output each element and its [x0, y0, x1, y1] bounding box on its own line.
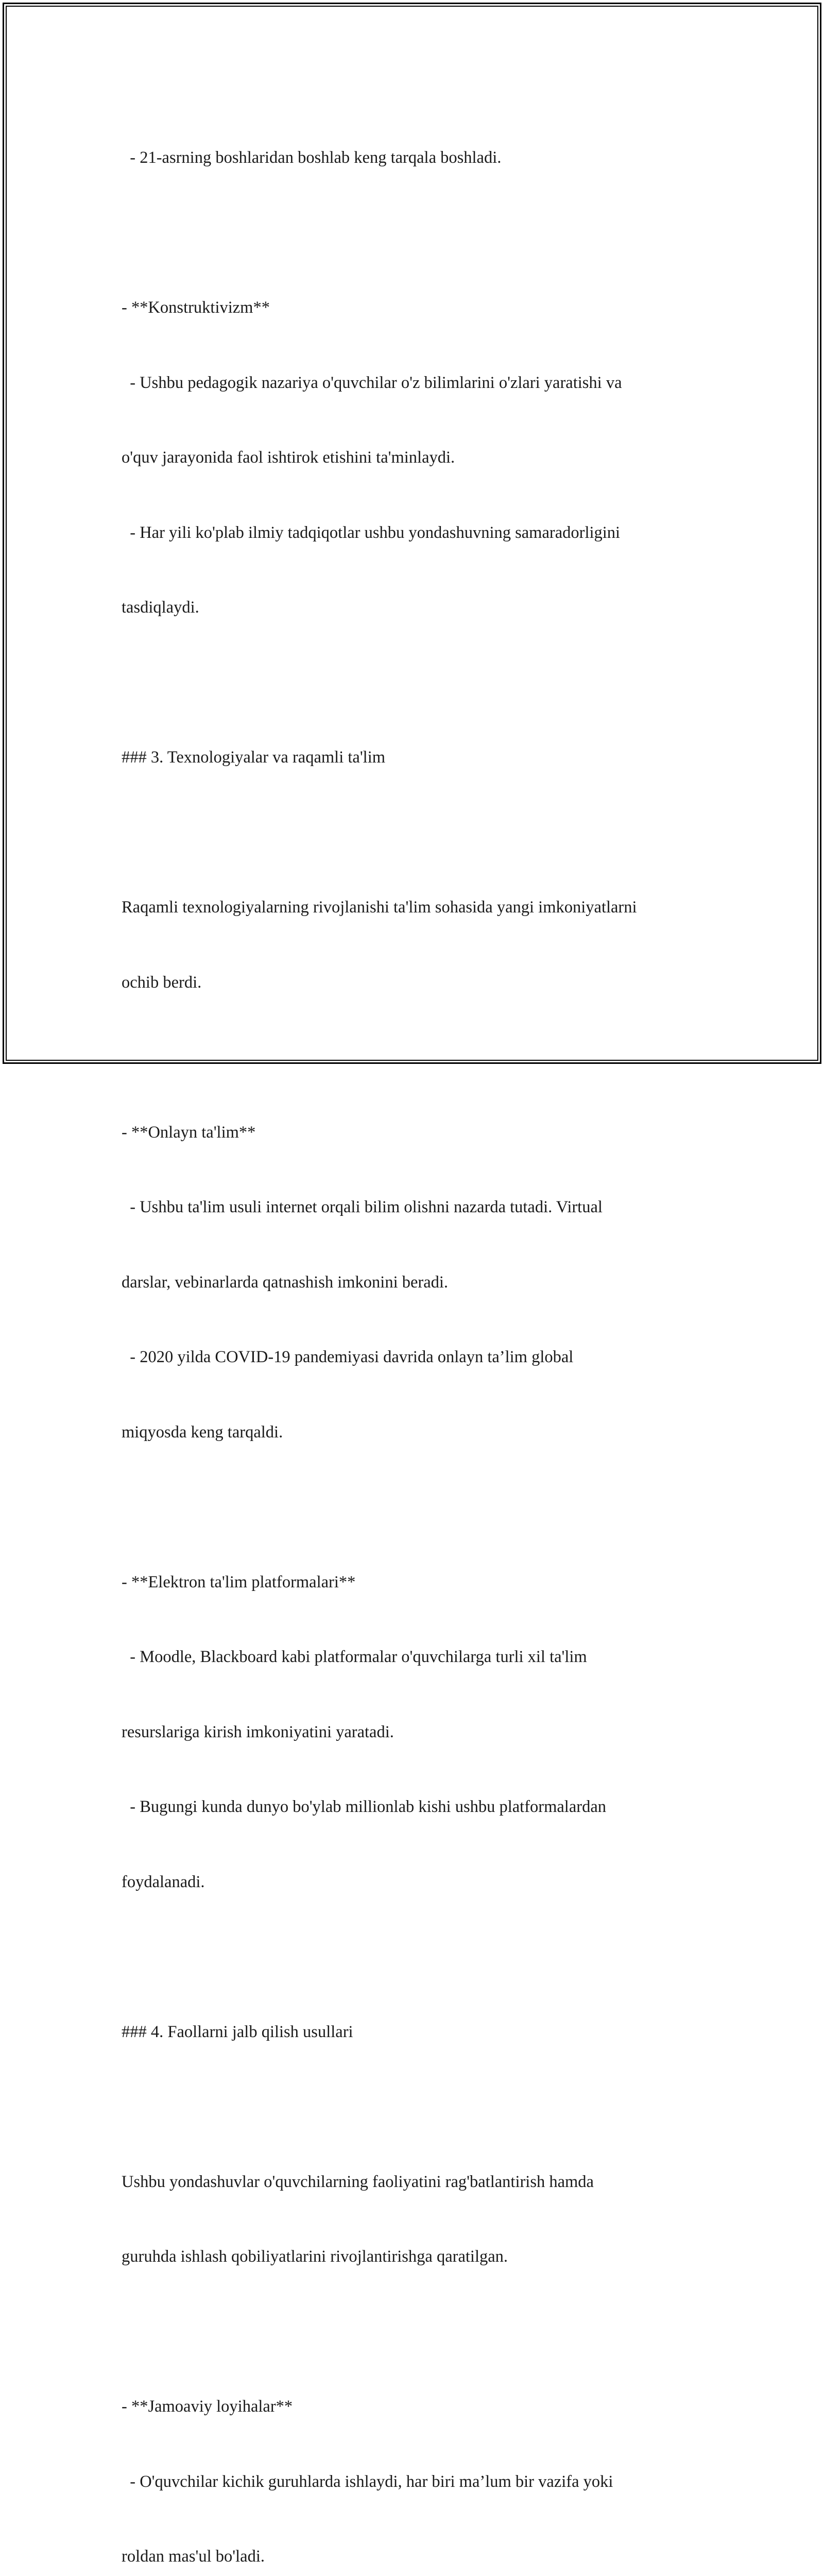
text-line: foydalanadi.: [122, 1872, 205, 1891]
text-line: o'quv jarayonida faol ishtirok etishini ta'minlaydi.: [122, 448, 455, 467]
section-heading: [122, 1970, 719, 2095]
text-line: darslar, vebinarlarda qatnashish imkonini beradi.: [122, 1273, 449, 1292]
text-line: Raqamli texnologiyalarning rivojlanishi ta'lim sohasida yangi imkoniyatlarni: [122, 898, 637, 917]
paragraph: [122, 845, 719, 1045]
text-line: - Ushbu pedagogik nazariya o'quvchilar o'z bilimlarini o'zlari yaratishi va: [122, 373, 622, 392]
section-heading: [122, 695, 719, 820]
text-line: - Ushbu ta'lim usuli internet orqali bilim olishni nazarda tutadi. Virtual: [122, 1198, 603, 1216]
list-item-jamoaviy-loyihalar: [122, 2344, 719, 2576]
text-line: guruhda ishlash qobiliyatlarini rivojlantirishga qaratilgan.: [122, 2247, 508, 2266]
list-item-title: - **Jamoaviy loyihalar**: [122, 2397, 293, 2416]
text-line: miqyosda keng tarqaldi.: [122, 1422, 283, 1442]
list-item-title: - **Konstruktivizm**: [122, 298, 270, 317]
list-item-konstruktivizm: [122, 245, 719, 670]
text-block: [122, 95, 719, 221]
text-line: - Har yili ko'plab ilmiy tadqiqotlar ushbu yondashuvning samaradorligini: [122, 523, 621, 542]
list-item-title: - **Onlayn ta'lim**: [122, 1123, 256, 1142]
text-line: - Bugungi kunda dunyo bo'ylab millionlab kishi ushbu platformalardan: [122, 1798, 607, 1816]
text-line: - O'quvchilar kichik guruhlarda ishlaydi, har biri ma’lum bir vazifa yoki: [122, 2472, 613, 2491]
list-item-elektron-platformalar: [122, 1520, 719, 1945]
document-body: [122, 95, 719, 2576]
text-line: resurslariga kirish imkoniyatini yaratadi.: [122, 1722, 394, 1741]
text-line: - 21-asrning boshlaridan boshlab keng tarqala boshladi.: [122, 148, 502, 167]
list-item-onlayn-talim: [122, 1070, 719, 1495]
text-line: - Moodle, Blackboard kabi platformalar o'quvchilarga turli xil ta'lim: [122, 1648, 587, 1666]
heading-line: ### 4. Faollarni jalb qilish usullari: [122, 2022, 353, 2041]
text-line: ochib berdi.: [122, 973, 202, 992]
paragraph: [122, 2120, 719, 2319]
text-line: - 2020 yilda COVID-19 pandemiyasi davrida onlayn ta’lim global: [122, 1348, 574, 1366]
text-line: Ushbu yondashuvlar o'quvchilarning faoliyatini rag'batlantirish hamda: [122, 2172, 594, 2191]
heading-line: ### 3. Texnologiyalar va raqamli ta'lim: [122, 748, 386, 767]
list-item-title: - **Elektron ta'lim platformalari**: [122, 1572, 356, 1591]
text-line: tasdiqlaydi.: [122, 598, 199, 617]
text-line: roldan mas'ul bo'ladi.: [122, 2547, 265, 2566]
